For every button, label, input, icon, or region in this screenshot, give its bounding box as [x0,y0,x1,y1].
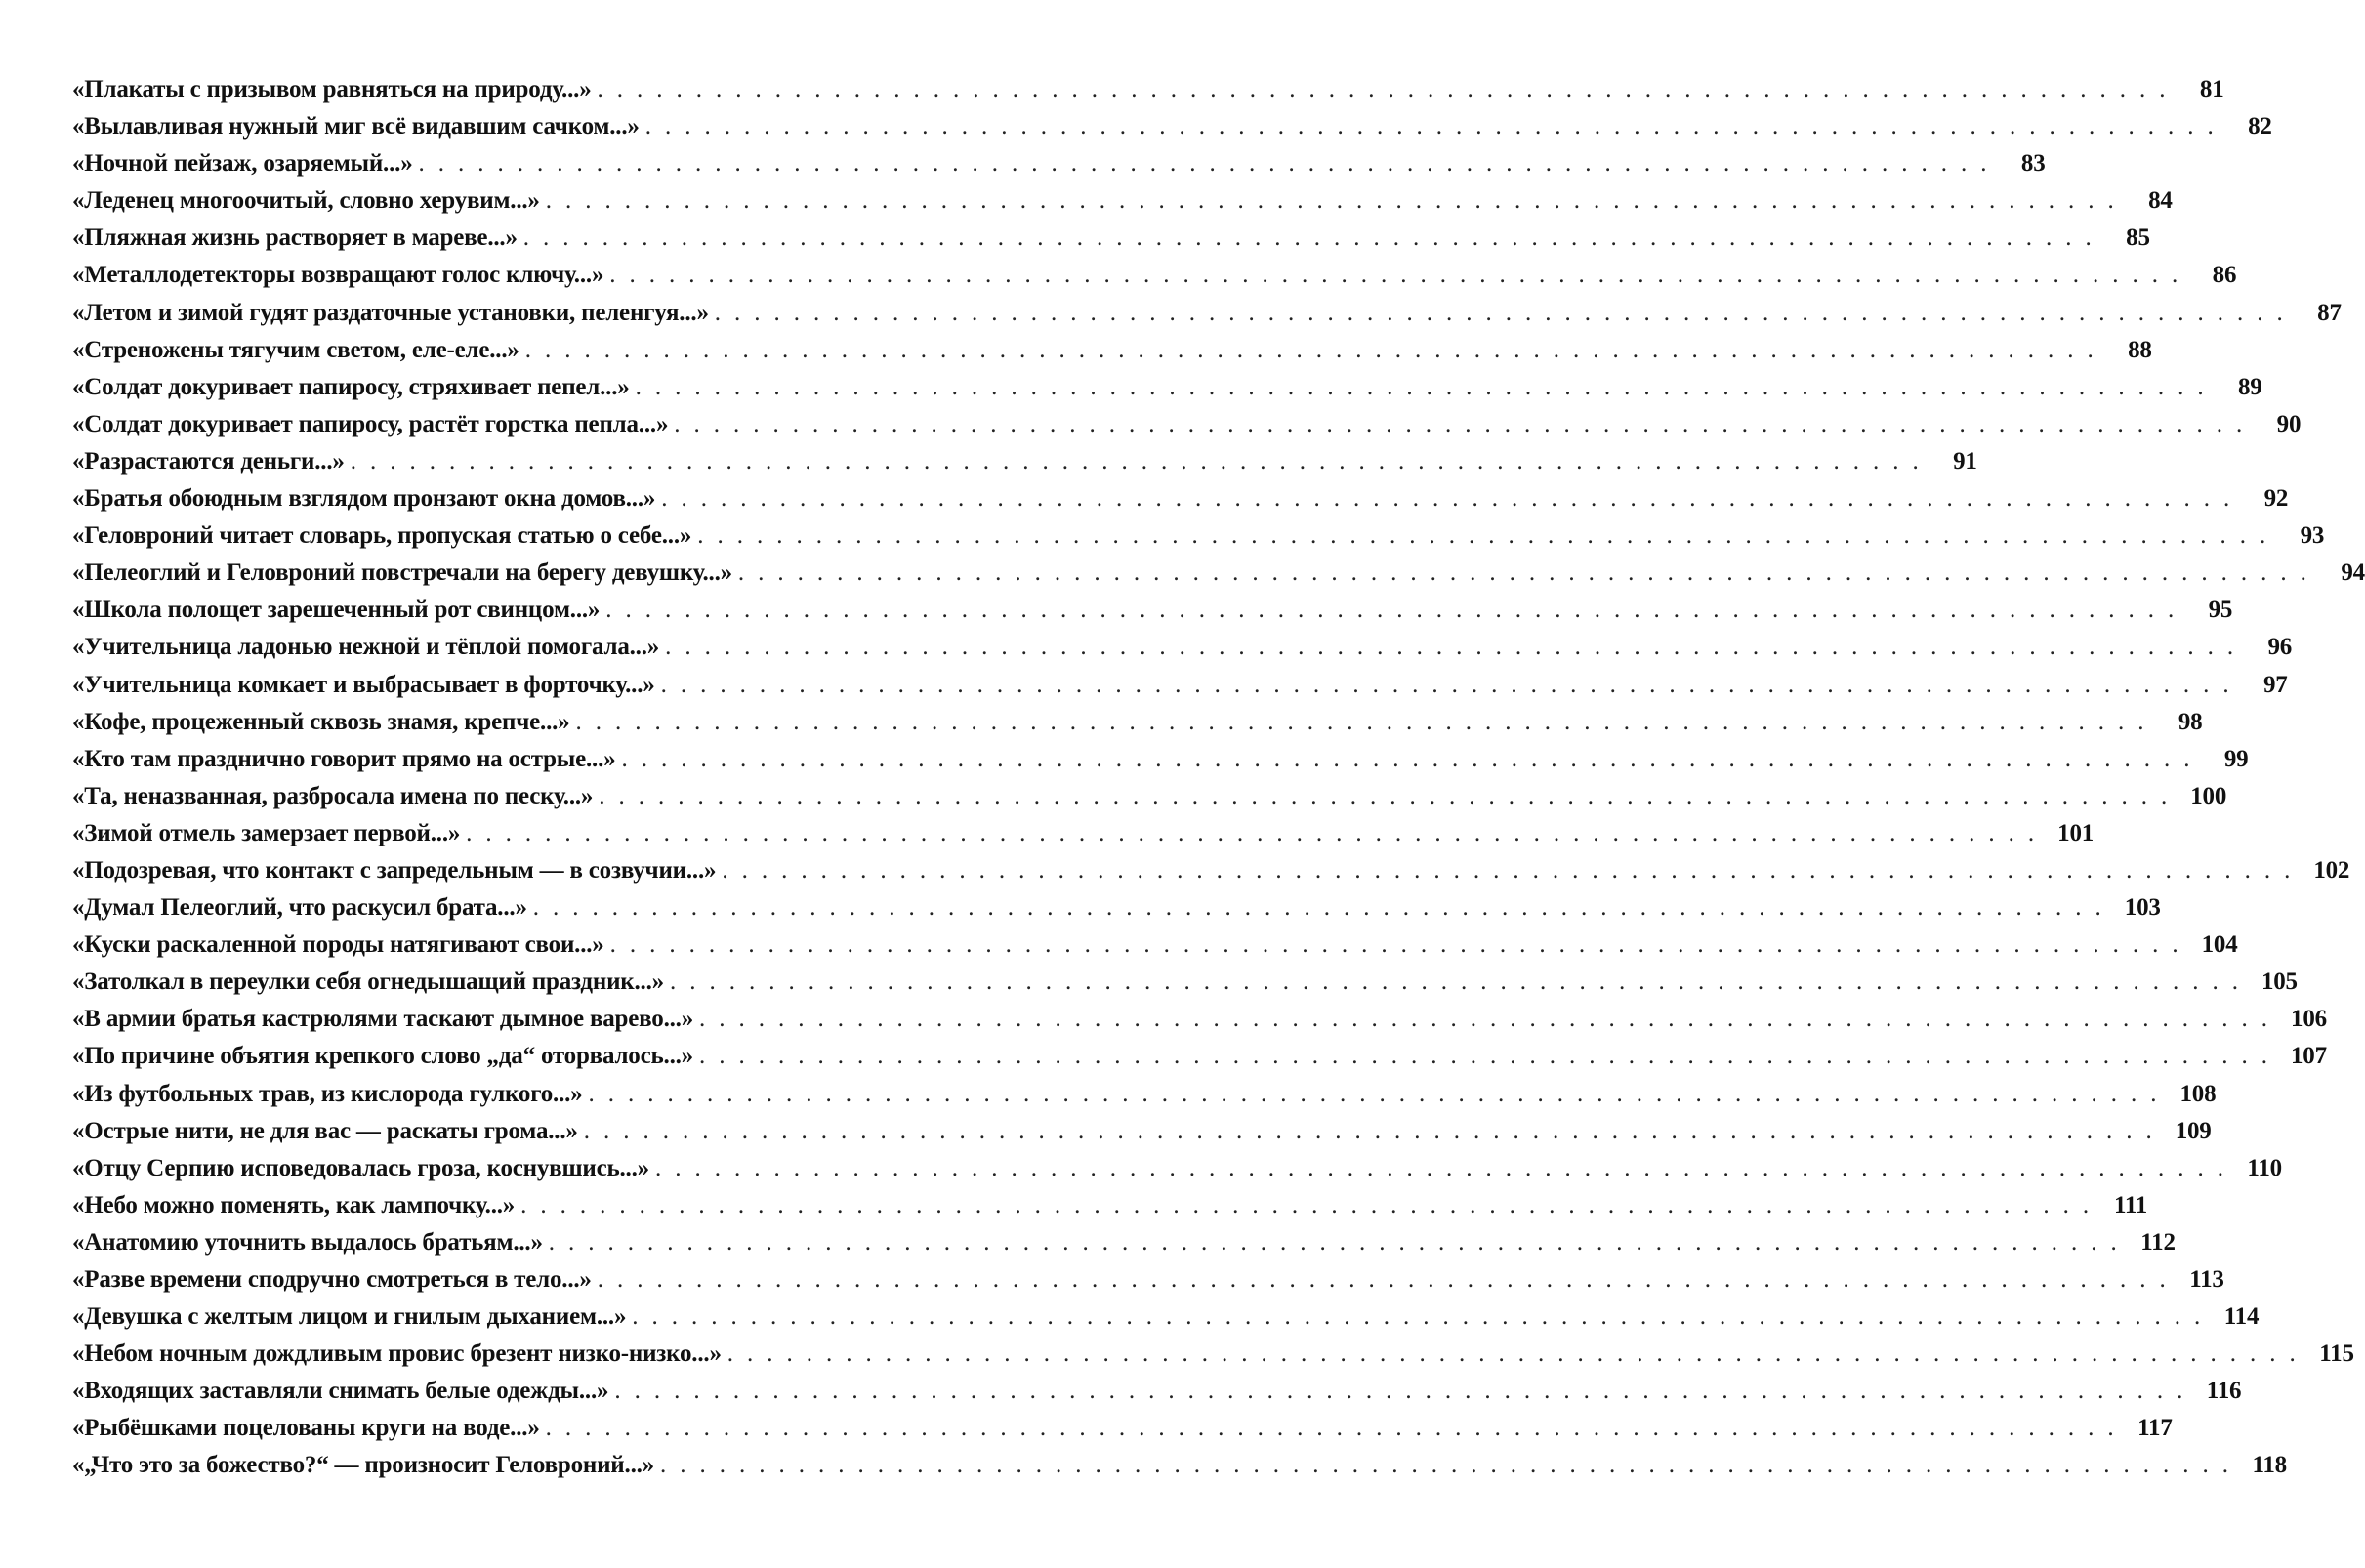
toc-dot-leader: ................................................................................ [674,410,2257,437]
toc-entry-page-number: 117 [2137,1415,2173,1442]
toc-dot-leader: ................................................................................ [532,894,2115,922]
toc-entry [72,262,2237,299]
toc-dot-leader: ................................................................................ [722,856,2304,884]
toc-entry-page-number: 88 [2128,336,2152,363]
toc-entry [72,1452,2287,1489]
toc-entry-title: «Солдат докуривает папиросу, растёт горстка пепла...» [72,410,669,437]
toc-entry-title: «Анатомию уточнить выдалось братьям...» [72,1228,543,1256]
toc-entry [72,447,1977,485]
toc-entry [72,1154,2282,1192]
toc-entry-title: «Затолкал в переулки себя огнедышащий праздник...» [72,969,664,996]
toc-entry [72,1117,2212,1155]
toc-entry-page-number: 102 [2313,856,2350,884]
toc-entry-title: «Небо можно поменять, как лампочку...» [72,1191,516,1218]
toc-entry [72,336,2152,374]
toc-dot-leader: ................................................................................ [697,522,2280,550]
toc-entry-page-number: 116 [2206,1378,2242,1405]
toc-dot-leader: ................................................................................ [635,373,2218,400]
toc-entry-page-number: 118 [2252,1452,2287,1479]
toc-entry [72,410,2302,448]
toc-entry-page-number: 108 [2179,1080,2217,1107]
toc-entry-page-number: 114 [2223,1303,2260,1331]
toc-entry-title: «В армии братья кастрюлями таскают дымное варево...» [72,1006,694,1033]
toc-entry-page-number: 91 [1953,447,1977,475]
toc-entry-page-number: 109 [2175,1117,2212,1144]
toc-entry-title: «Разрастаются деньги...» [72,447,345,475]
toc-entry [72,299,2342,337]
toc-entry [72,522,2325,559]
table-of-contents [72,76,2365,1490]
toc-entry [72,1080,2217,1118]
toc-dot-leader: ................................................................................ [605,597,2188,624]
toc-dot-leader: ................................................................................ [699,1006,2282,1033]
toc-dot-leader: ................................................................................ [350,447,1932,475]
toc-entry-page-number: 84 [2148,187,2173,215]
toc-entry [72,559,2365,597]
toc-entry-title: «Подозревая, что контакт с запредельным — в созвучии...» [72,856,717,884]
toc-entry-title: «Кто там празднично говорит прямо на острые...» [72,745,616,772]
toc-entry-page-number: 99 [2223,745,2249,772]
toc-entry-page-number: 105 [2261,969,2298,996]
toc-entry [72,894,2161,931]
toc-entry [72,187,2173,225]
toc-entry [72,485,2289,522]
toc-entry-page-number: 96 [2267,634,2293,661]
toc-entry-title: «Пляжная жизнь растворяет в мареве...» [72,225,518,252]
toc-dot-leader: ................................................................................ [583,1117,2166,1144]
toc-entry [72,373,2262,411]
toc-entry-title: «„Что это за божество?“ — произносит Геловроний...» [72,1452,654,1479]
toc-entry-title: «Небом ночным дождливым провис брезент низко-низко...» [72,1341,722,1368]
toc-entry-page-number: 98 [2178,708,2203,735]
toc-entry-page-number: 107 [2290,1043,2327,1070]
toc-entry [72,856,2350,894]
toc-dot-leader: ................................................................................ [588,1080,2171,1107]
toc-entry-title: «Ночной пейзаж, озаряемый...» [72,150,413,178]
toc-entry-page-number: 86 [2212,262,2237,289]
toc-entry-title: «Та, неназванная, разбросала имена по песку...» [72,782,594,809]
toc-entry [72,1043,2327,1080]
toc-dot-leader: ................................................................................ [545,1415,2128,1442]
toc-entry-page-number: 100 [2190,782,2227,809]
toc-entry-title: «Братья обоюдным взглядом пронзают окна домов...» [72,485,656,513]
toc-dot-leader: ................................................................................ [737,559,2320,587]
toc-entry-page-number: 93 [2300,522,2325,550]
toc-entry-title: «Отцу Серпию исповедовалась гроза, коснувшись...» [72,1154,649,1181]
toc-entry-page-number: 90 [2276,410,2302,437]
toc-entry [72,782,2227,820]
toc-entry [72,1228,2176,1266]
toc-entry-title: «Куски раскаленной породы натягивают свои...» [72,931,604,959]
toc-entry-title: «Острые нити, не для вас — раскаты грома...» [72,1117,578,1144]
toc-dot-leader: ................................................................................ [659,1452,2242,1479]
toc-entry-title: «Стреножены тягучим светом, еле-еле...» [72,336,519,363]
toc-entry-page-number: 112 [2140,1228,2176,1256]
toc-dot-leader: ................................................................................ [597,1266,2179,1293]
toc-entry-page-number: 95 [2208,597,2233,624]
toc-entry [72,1341,2354,1378]
toc-entry [72,597,2233,634]
toc-dot-leader: ................................................................................ [548,1228,2131,1256]
toc-dot-leader: ................................................................................ [520,1191,2103,1218]
toc-entry-page-number: 110 [2247,1154,2282,1181]
toc-entry [72,76,2224,113]
toc-dot-leader: ................................................................................ [632,1303,2215,1331]
toc-entry-title: «Учительница ладонью нежной и тёплой помогала...» [72,634,660,661]
toc-entry [72,1191,2148,1229]
toc-entry-title: «По причине объятия крепкого слово „да“ оторвалось...» [72,1043,693,1070]
toc-dot-leader: ................................................................................ [698,1043,2281,1070]
toc-entry-page-number: 82 [2248,113,2272,141]
toc-dot-leader: ................................................................................ [726,1341,2309,1368]
toc-dot-leader: ................................................................................ [669,969,2252,996]
toc-dot-leader: ................................................................................ [524,336,2107,363]
toc-entry-page-number: 101 [2057,819,2095,846]
toc-dot-leader: ................................................................................ [621,745,2204,772]
toc-dot-leader: ................................................................................ [597,76,2179,103]
toc-entry-page-number: 113 [2189,1266,2224,1293]
toc-entry-title: «Летом и зимой гудят раздаточные установки, пеленгуя...» [72,299,709,326]
toc-dot-leader: ................................................................................ [714,299,2297,326]
toc-entry-title: «Зимой отмель замерзает первой...» [72,819,461,846]
toc-entry [72,819,2095,857]
toc-entry-page-number: 103 [2124,894,2161,922]
toc-entry-page-number: 115 [2319,1341,2354,1368]
toc-dot-leader: ................................................................................ [599,782,2181,809]
toc-dot-leader: ................................................................................ [609,262,2192,289]
toc-entry-title: «Рыбёшками поцелованы круги на воде...» [72,1415,540,1442]
toc-entry-title: «Вылавливая нужный миг всё видавшим сачком...» [72,113,640,141]
toc-dot-leader: ................................................................................ [654,1154,2237,1181]
toc-dot-leader: ................................................................................ [644,113,2227,141]
toc-entry [72,225,2150,262]
toc-entry [72,634,2293,671]
toc-entry [72,1006,2327,1043]
toc-entry-title: «Из футбольных трав, из кислорода гулкого...» [72,1080,583,1107]
toc-entry [72,1303,2260,1341]
toc-entry-title: «Входящих заставляли снимать белые одежды...» [72,1378,609,1405]
toc-entry-title: «Кофе, процеженный сквозь знамя, крепче...» [72,708,570,735]
toc-entry [72,671,2288,709]
toc-entry [72,113,2272,150]
toc-entry-title: «Металлодетекторы возвращают голос ключу...» [72,262,604,289]
toc-entry-page-number: 83 [2020,150,2046,178]
toc-entry [72,1415,2173,1452]
toc-entry [72,150,2046,187]
toc-entry-page-number: 81 [2199,76,2224,103]
toc-entry-page-number: 106 [2291,1006,2327,1033]
toc-entry-title: «Думал Пелеоглий, что раскусил брата...» [72,894,527,922]
toc-entry [72,931,2238,969]
toc-dot-leader: ................................................................................ [466,819,2049,846]
toc-entry-title: «Девушка с желтым лицом и гнилым дыханием...» [72,1303,627,1331]
toc-entry [72,1266,2224,1303]
toc-entry-page-number: 89 [2237,373,2262,400]
toc-entry-page-number: 97 [2262,671,2288,698]
toc-entry-page-number: 111 [2113,1191,2148,1218]
toc-entry-title: «Разве времени сподручно смотреться в тело...» [72,1266,592,1293]
toc-dot-leader: ................................................................................ [660,671,2243,698]
toc-dot-leader: ................................................................................ [418,150,2001,178]
toc-dot-leader: ................................................................................ [545,187,2128,215]
toc-entry-title: «Плакаты с призывом равняться на природу...» [72,76,592,103]
toc-entry [72,708,2203,746]
toc-entry-page-number: 85 [2126,225,2150,252]
toc-entry [72,745,2249,783]
toc-dot-leader: ................................................................................ [614,1378,2197,1405]
toc-dot-leader: ................................................................................ [661,485,2244,513]
toc-entry-page-number: 87 [2317,299,2342,326]
toc-entry-page-number: 104 [2201,931,2238,959]
toc-entry-title: «Пелеоглий и Геловроний повстречали на берегу девушку...» [72,559,732,587]
toc-entry [72,969,2298,1006]
toc-entry-page-number: 92 [2263,485,2289,513]
toc-entry-page-number: 94 [2341,559,2365,587]
toc-entry-title: «Геловроний читает словарь, пропуская статью о себе...» [72,522,692,550]
toc-entry-title: «Учительница комкает и выбрасывает в форточку...» [72,671,655,698]
toc-dot-leader: ................................................................................ [522,225,2105,252]
toc-dot-leader: ................................................................................ [575,708,2158,735]
toc-entry-title: «Солдат докуривает папиросу, стряхивает пепел...» [72,373,630,400]
toc-dot-leader: ................................................................................ [609,931,2192,959]
toc-entry [72,1378,2242,1415]
toc-dot-leader: ................................................................................ [665,634,2248,661]
toc-entry-title: «Леденец многоочитый, словно херувим...» [72,187,540,215]
toc-entry-title: «Школа полощет зарешеченный рот свинцом...» [72,597,601,624]
